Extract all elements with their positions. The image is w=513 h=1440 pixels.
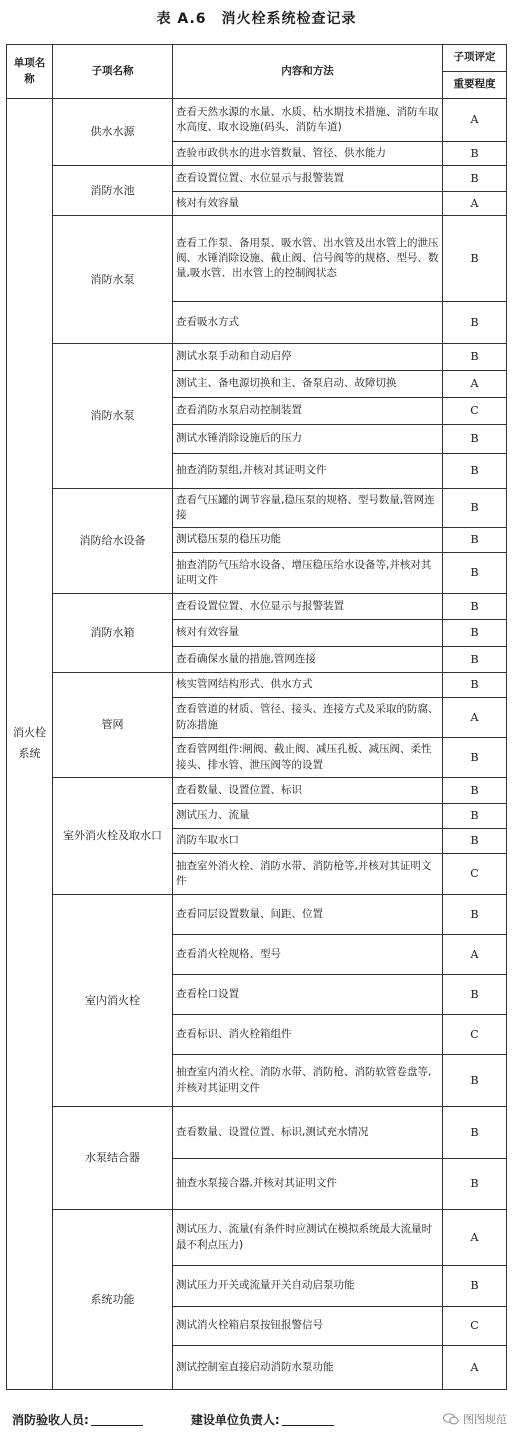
sub-item-name-cell: 消防水泵 xyxy=(53,344,173,489)
content-method-cell: 查看设置位置、水位显示与报警装置 xyxy=(173,594,443,620)
importance-level-cell: B xyxy=(443,216,507,302)
header-unit-name: 单项名称 xyxy=(7,45,53,99)
sub-item-name-cell: 消防水箱 xyxy=(53,594,173,673)
sub-item-name-cell: 室内消火栓 xyxy=(53,895,173,1107)
content-method-cell: 查看设置位置、水位显示与报警装置 xyxy=(173,166,443,192)
importance-level-cell: B xyxy=(443,975,507,1015)
builder-signature xyxy=(191,1411,334,1428)
importance-level-cell: B xyxy=(443,620,507,647)
importance-level-cell: C xyxy=(443,854,507,895)
inspector-signature xyxy=(12,1411,143,1428)
importance-level-cell: A xyxy=(443,1210,507,1266)
importance-level-cell: B xyxy=(443,1107,507,1159)
content-method-cell: 查看管网组件:闸阀、截止阀、减压孔板、减压阀、柔性接头、排水管、泄压阀等的设置 xyxy=(173,738,443,778)
table-row xyxy=(7,489,507,528)
sub-item-name-cell: 消防水池 xyxy=(53,166,173,216)
importance-level-cell: A xyxy=(443,192,507,216)
importance-level-cell: B xyxy=(443,778,507,804)
importance-level-cell: B xyxy=(443,804,507,829)
table-row xyxy=(7,344,507,371)
importance-level-cell: C xyxy=(443,1015,507,1055)
importance-level-cell: B xyxy=(443,166,507,192)
unit-name-cell: 消火栓系统 xyxy=(7,99,53,1390)
inspector-label: 消防验收人员: xyxy=(12,1412,89,1427)
content-method-cell: 测试稳压泵的稳压功能 xyxy=(173,528,443,553)
importance-level-cell: C xyxy=(443,398,507,425)
content-method-cell: 查验市政供水的进水管数量、管径、供水能力 xyxy=(173,142,443,166)
wechat-logo-icon xyxy=(443,1413,459,1425)
importance-level-cell: B xyxy=(443,1266,507,1307)
importance-level-cell: A xyxy=(443,1346,507,1390)
content-method-cell: 查看气压罐的调节容量,稳压泵的规格、型号数量,管网连接 xyxy=(173,489,443,528)
watermark-text: 图图规范 xyxy=(463,1413,507,1426)
content-method-cell: 核对有效容量 xyxy=(173,192,443,216)
content-method-cell: 抽查消防气压给水设备、增压稳压给水设备等,并核对其证明文件 xyxy=(173,553,443,594)
content-method-cell: 查看栓口设置 xyxy=(173,975,443,1015)
header-sub-evaluation: 子项评定 xyxy=(443,45,507,72)
content-method-cell: 测试水锤消除设施后的压力 xyxy=(173,425,443,454)
importance-level-cell: B xyxy=(443,738,507,778)
table-row xyxy=(7,166,507,192)
content-method-cell: 核实管网结构形式、供水方式 xyxy=(173,673,443,698)
importance-level-cell: B xyxy=(443,528,507,553)
importance-level-cell: B xyxy=(443,553,507,594)
importance-level-cell: B xyxy=(443,454,507,489)
importance-level-cell: B xyxy=(443,489,507,528)
sub-item-name-cell: 供水水源 xyxy=(53,99,173,166)
table-row xyxy=(7,895,507,935)
content-method-cell: 测试压力、流量 xyxy=(173,804,443,829)
importance-level-cell: B xyxy=(443,895,507,935)
content-method-cell: 抽查消防泵组,并核对其证明文件 xyxy=(173,454,443,489)
importance-level-cell: B xyxy=(443,673,507,698)
content-method-cell: 核对有效容量 xyxy=(173,620,443,647)
content-method-cell: 测试压力开关或流量开关自动启泵功能 xyxy=(173,1266,443,1307)
table-row xyxy=(7,99,507,142)
content-method-cell: 查看消火栓规格、型号 xyxy=(173,935,443,975)
header-sub-name: 子项名称 xyxy=(53,45,173,99)
importance-level-cell: B xyxy=(443,594,507,620)
builder-signature-line xyxy=(282,1413,334,1426)
content-method-cell: 查看消防水泵启动控制装置 xyxy=(173,398,443,425)
content-method-cell: 查看吸水方式 xyxy=(173,302,443,344)
header-content-method: 内容和方法 xyxy=(173,45,443,99)
table-row xyxy=(7,673,507,698)
sub-item-name-cell: 消防给水设备 xyxy=(53,489,173,594)
content-method-cell: 查看数量、设置位置、标识 xyxy=(173,778,443,804)
content-method-cell: 抽查水泵接合器,并核对其证明文件 xyxy=(173,1159,443,1210)
sub-item-name-cell: 水泵结合器 xyxy=(53,1107,173,1210)
content-method-cell: 查看天然水源的水量、水质、枯水期技术措施、消防车取水高度、取水设施(码头、消防车道) xyxy=(173,99,443,142)
importance-level-cell: A xyxy=(443,935,507,975)
signature-footer xyxy=(12,1408,507,1430)
importance-level-cell: B xyxy=(443,647,507,673)
importance-level-cell: B xyxy=(443,425,507,454)
importance-level-cell: B xyxy=(443,142,507,166)
content-method-cell: 测试压力、流量(有条件时应测试在模拟系统最大流量时最不利点压力) xyxy=(173,1210,443,1266)
importance-level-cell: B xyxy=(443,302,507,344)
content-method-cell: 测试控制室直接启动消防水泵功能 xyxy=(173,1346,443,1390)
table-row xyxy=(7,1210,507,1266)
watermark xyxy=(443,1411,507,1427)
content-method-cell: 测试水泵手动和自动启停 xyxy=(173,344,443,371)
content-method-cell: 抽查室内消火栓、消防水带、消防枪、消防软管卷盘等,并核对其证明文件 xyxy=(173,1055,443,1107)
page-title: 表 A.6 消火栓系统检查记录 xyxy=(156,11,357,27)
inspector-signature-line xyxy=(91,1413,143,1426)
importance-level-cell: C xyxy=(443,1307,507,1346)
sub-item-name-cell: 室外消火栓及取水口 xyxy=(53,778,173,895)
sub-item-name-cell: 消防水泵 xyxy=(53,216,173,344)
content-method-cell: 查看管道的材质、管径、接头、连接方式及采取的防腐、防冻措施 xyxy=(173,698,443,738)
content-method-cell: 抽查室外消火栓、消防水带、消防枪等,并核对其证明文件 xyxy=(173,854,443,895)
sub-item-name-cell: 系统功能 xyxy=(53,1210,173,1390)
sub-item-name-cell: 管网 xyxy=(53,673,173,778)
importance-level-cell: B xyxy=(443,829,507,854)
header-importance: 重要程度 xyxy=(443,72,507,99)
table-row xyxy=(7,594,507,620)
importance-level-cell: A xyxy=(443,99,507,142)
content-method-cell: 查看数量、设置位置、标识,测试充水情况 xyxy=(173,1107,443,1159)
content-method-cell: 测试消火栓箱启泵按钮报警信号 xyxy=(173,1307,443,1346)
content-method-cell: 查看标识、消火栓箱组件 xyxy=(173,1015,443,1055)
importance-level-cell: B xyxy=(443,1055,507,1107)
content-method-cell: 消防车取水口 xyxy=(173,829,443,854)
table-row xyxy=(7,1107,507,1159)
table-row xyxy=(7,778,507,804)
importance-level-cell: B xyxy=(443,1159,507,1210)
content-method-cell: 查看确保水量的措施,管网连接 xyxy=(173,647,443,673)
importance-level-cell: A xyxy=(443,698,507,738)
table-row xyxy=(7,216,507,302)
importance-level-cell: B xyxy=(443,344,507,371)
content-method-cell: 测试主、备电源切换和主、备泵启动、故障切换 xyxy=(173,371,443,398)
content-method-cell: 查看工作泵、备用泵、吸水管、出水管及出水管上的泄压阀、水锤消除设施、截止阀、信号阀等的规格、型号、数量,吸水管、出水管上的控制阀状态 xyxy=(173,216,443,302)
builder-label: 建设单位负责人: xyxy=(190,1412,280,1427)
content-method-cell: 查看同层设置数量、间距、位置 xyxy=(173,895,443,935)
importance-level-cell: A xyxy=(443,371,507,398)
inspection-record-table xyxy=(6,44,507,1390)
table-body xyxy=(7,99,507,1390)
